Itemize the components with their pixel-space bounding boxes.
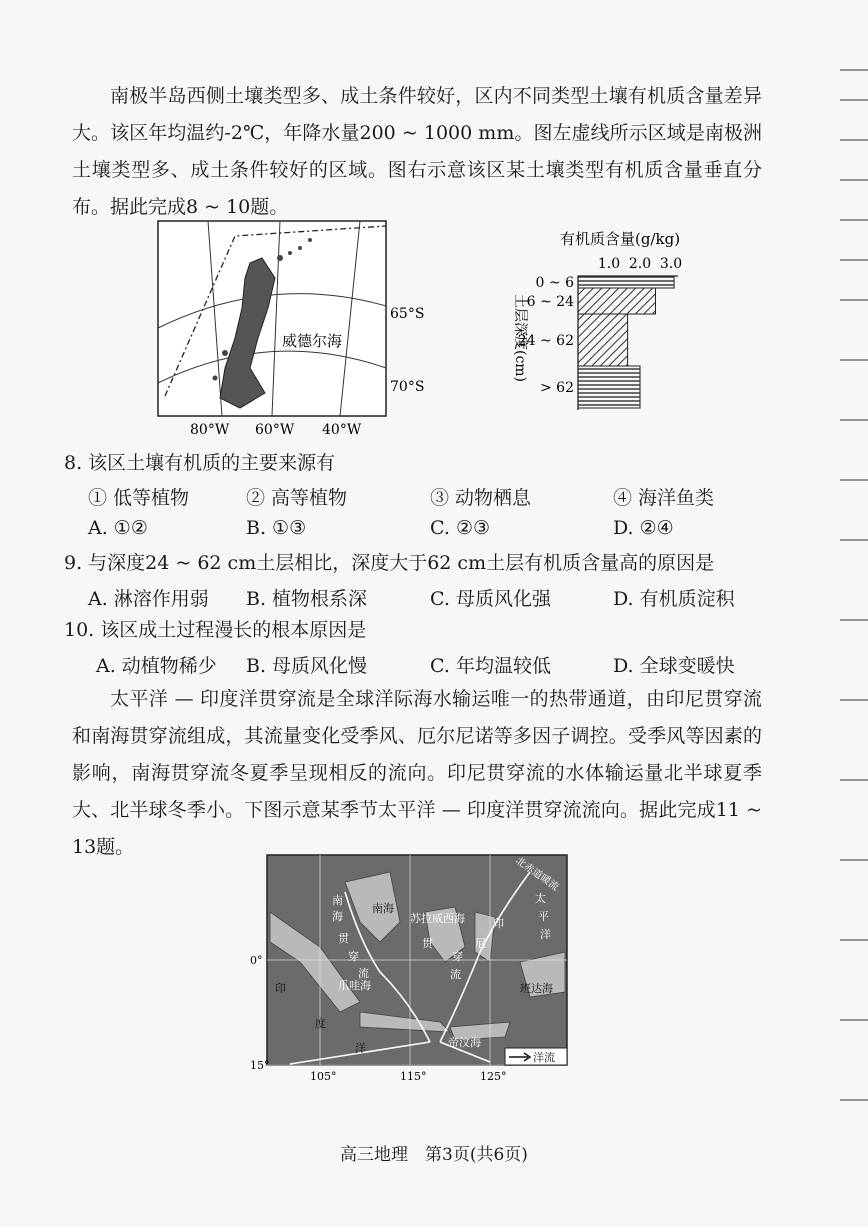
q8-option-d[interactable]: D. ②④ [613,517,674,539]
indo-through-3: 贯 [422,937,433,950]
legend [505,1048,567,1065]
lon-125-label: 125° [480,1070,507,1083]
page-edge-decoration [840,60,868,1160]
question-10-stem: 10. 该区成土过程漫长的根本原因是 [64,619,367,641]
indo-through-5: 流 [450,968,461,981]
java-sea-label: 爪哇海 [338,979,371,992]
depth-category-label: 0 ~ 6 [535,275,574,291]
q9-option-b[interactable]: B. 植物根系深 [246,588,368,610]
indo-through-1: 印 [493,917,504,930]
chart-title: 有机质含量(g/kg) [560,230,681,248]
question-8-stem: 8. 该区土壤有机质的主要来源有 [64,452,336,474]
q8-item-1: ① 低等植物 [88,487,190,509]
lat-15-label: 15° [250,1059,270,1072]
q9-option-c[interactable]: C. 母质风化强 [430,588,551,610]
q8-item-3: ③ 动物栖息 [430,487,532,509]
y-axis-label: 土层深度(cm) [512,293,528,383]
passage-1: 南极半岛西侧土壤类型多、成土条件较好，区内不同类型土壤有机质含量差异大。该区年均温约-2℃，年降水量200 ~ 1000 mm。图左虚线所示区域是南极洲土壤类型多、成土条件较好的区域。图右示意该区某土壤类型有机质含量垂直分布。据此完成8 ~ 10题。 [72,85,762,218]
weddell-sea-label: 威德尔海 [282,332,343,350]
q9-option-d[interactable]: D. 有机质淀积 [613,588,735,610]
organic-matter-chart [500,228,730,413]
q10-option-a[interactable]: A. 动植物稀少 [96,655,217,677]
pacific-3: 洋 [540,928,551,941]
indo-through-4: 穿 [452,950,463,963]
indian-2: 度 [315,1017,326,1030]
lon-80w-label: 80°W [190,422,230,438]
x-tick-label: 1.0 [597,256,621,272]
depth-category-label: 24 ~ 62 [517,333,574,349]
q8-option-a[interactable]: A. ①② [88,517,148,539]
legend-current-label: 洋流 [533,1051,555,1064]
lat-65s-label: 65°S [390,306,425,322]
page-footer: 高三地理 第3页(共6页) [340,1145,528,1165]
nanhai-label: 南海 [372,902,394,915]
passage-2: 太平洋 — 印度洋贯穿流是全球洋际海水输运唯一的热带通道，由印尼贯穿流和南海贯穿流组成，其流量变化受季风、厄尔尼诺等多因子调控。受季风等因素的影响，南海贯穿流冬夏季呈现相反的流向。印尼贯穿流的水体输运量北半球夏季大、北半球冬季小。下图示意某季节太平洋 — 印度洋贯穿流流向。据此完成11 ~ 13题。 [72,688,762,858]
indo-through-2: 尼 [475,937,486,950]
lon-60w-label: 60°W [255,422,295,438]
q10-option-d[interactable]: D. 全球变暖快 [613,655,735,677]
question-9-stem: 9. 与深度24 ~ 62 cm土层相比，深度大于62 cm土层有机质含量高的原因是 [64,552,715,574]
north-equatorial-current-label: 北赤道暖流 [513,855,561,894]
q8-item-2: ② 高等植物 [246,487,348,509]
bar-depth-2 [578,288,656,314]
lon-40w-label: 40°W [322,422,362,438]
throughflow-map [250,852,580,1084]
q10-option-c[interactable]: C. 年均温较低 [430,655,551,677]
scs-through-4: 穿 [348,950,359,963]
pacific-1: 太 [535,892,546,905]
bar-depth-1 [578,276,674,288]
sulawesi-sea-label: 苏拉威西海 [410,912,465,925]
q8-option-c[interactable]: C. ②③ [430,517,491,539]
depth-category-label: > 62 [540,380,574,396]
x-tick-label: 3.0 [659,256,683,272]
q9-option-a[interactable]: A. 淋溶作用弱 [88,588,209,610]
lat-0-label: 0° [250,954,263,967]
savu-sea-label: 帝汶海 [448,1036,481,1049]
lat-70s-label: 70°S [390,379,425,395]
pacific-2: 平 [538,910,549,923]
bar-depth-3 [578,314,628,366]
q8-option-b[interactable]: B. ①③ [246,517,307,539]
scs-through-3: 贯 [338,932,349,945]
scs-through-5: 流 [358,967,369,980]
scs-through-1: 南 [332,894,343,907]
banda-sea-label: 班达海 [520,982,553,995]
scs-through-2: 海 [332,910,343,923]
antarctic-peninsula-map [150,218,425,440]
q8-item-4: ④ 海洋鱼类 [613,487,715,509]
depth-category-label: 6 ~ 24 [526,294,574,310]
indian-1: 印 [275,982,286,995]
q10-option-b[interactable]: B. 母质风化慢 [246,655,368,677]
lon-105-label: 105° [310,1070,337,1083]
bar-depth-4 [578,366,640,408]
indian-3: 洋 [355,1042,366,1055]
lon-115-label: 115° [400,1070,427,1083]
x-tick-label: 2.0 [628,256,652,272]
